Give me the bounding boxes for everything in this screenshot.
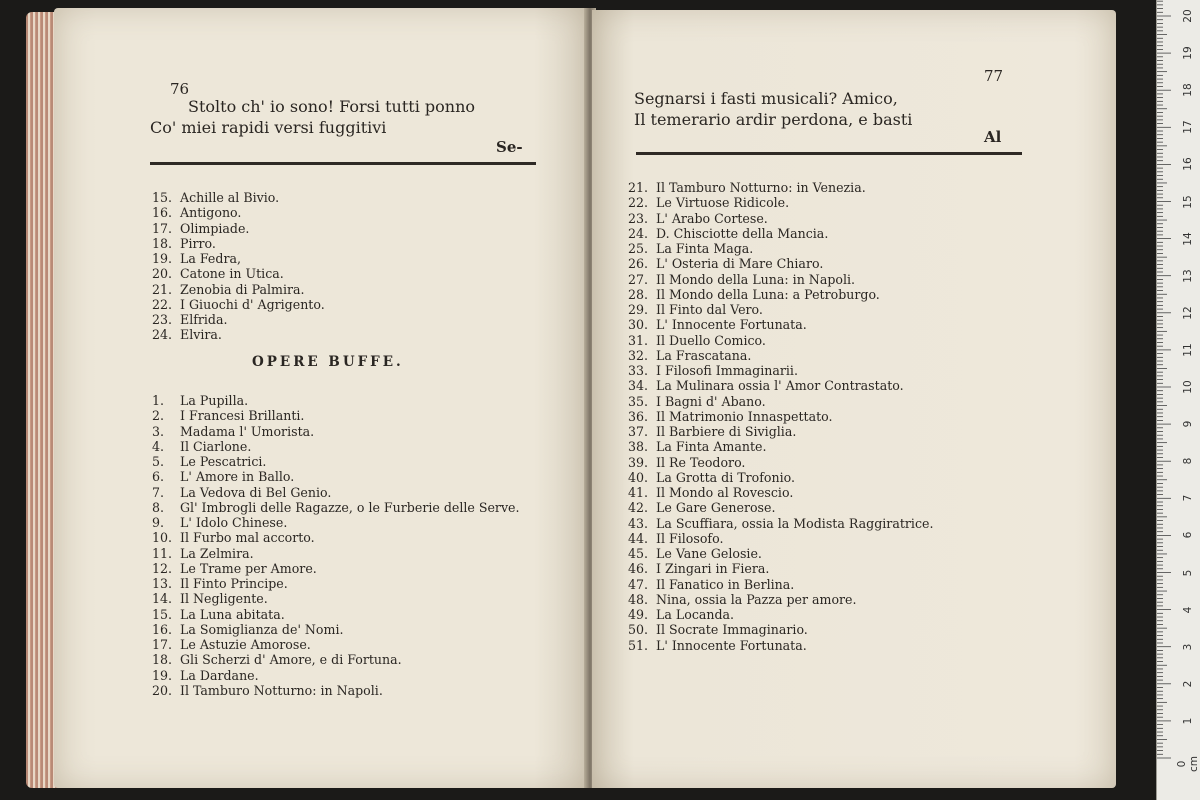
ruler-number: 7 — [1182, 494, 1194, 502]
item-title: Gl' Imbrogli delle Ragazze, o le Furberie delle Serve. — [180, 499, 520, 515]
list-item — [152, 546, 520, 561]
ruler-number: 9 — [1182, 420, 1194, 428]
item-title: Il Negligente. — [180, 591, 268, 607]
item-title: Elvira. — [180, 327, 222, 343]
item-number: 45. — [628, 546, 649, 561]
item-title: La Fedra, — [180, 251, 241, 266]
item-title: L' Idolo Chinese. — [180, 515, 288, 530]
item-number: 7. — [152, 484, 165, 500]
item-number: 22. — [628, 195, 649, 211]
list-item — [152, 652, 520, 667]
list-item — [628, 500, 933, 515]
divider-rule — [150, 162, 536, 165]
item-number: 31. — [628, 332, 649, 348]
item-number: 16. — [152, 621, 173, 637]
list-item — [628, 409, 933, 424]
item-title: Il Mondo della Luna: a Petroburgo. — [656, 286, 880, 302]
item-number: 33. — [628, 363, 649, 378]
item-number: 47. — [628, 576, 649, 592]
item-number: 23. — [152, 312, 173, 327]
item-title: Il Finto dal Vero. — [656, 302, 763, 317]
list-item — [628, 485, 933, 500]
ruler-number: 19 — [1182, 46, 1194, 60]
item-title: L' Innocente Fortunata. — [656, 637, 807, 653]
item-title: La Vedova di Bel Genio. — [180, 484, 332, 500]
item-number: 2. — [152, 408, 165, 424]
item-number: 49. — [628, 607, 649, 622]
list-item — [628, 256, 933, 271]
item-number: 42. — [628, 500, 649, 516]
list-item — [628, 211, 933, 226]
item-title: Il Filosofo. — [656, 530, 724, 546]
item-title: La Locanda. — [656, 607, 735, 622]
ruler-number: 6 — [1182, 532, 1194, 539]
item-title: Il Mondo della Luna: in Napoli. — [656, 271, 856, 287]
item-title: Il Matrimonio Innaspettato. — [656, 408, 833, 424]
item-number: 15. — [152, 190, 173, 205]
item-title: D. Chisciotte della Mancia. — [656, 225, 829, 241]
item-title: La Grotta di Trofonio. — [656, 469, 796, 485]
item-number: 24. — [628, 225, 649, 241]
page-number: 76 — [170, 80, 190, 98]
list-item — [152, 515, 520, 530]
list-item — [628, 531, 933, 546]
list-item — [628, 348, 933, 363]
item-number: 13. — [152, 576, 173, 591]
item-number: 26. — [628, 256, 649, 272]
item-number: 27. — [628, 271, 649, 287]
list-item — [152, 408, 520, 423]
item-number: 10. — [152, 530, 173, 546]
list-item — [628, 317, 933, 332]
item-title: Gli Scherzi d' Amore, e di Fortuna. — [180, 652, 402, 668]
item-number: 44. — [628, 530, 649, 546]
item-title: Il Socrate Immaginario. — [656, 622, 808, 638]
item-title: Il Furbo mal accorto. — [180, 530, 315, 546]
right-page — [592, 10, 1116, 788]
ruler-number: 15 — [1182, 194, 1194, 209]
item-number: 39. — [628, 454, 649, 470]
item-title: Zenobia di Palmira. — [180, 281, 305, 297]
ruler-number: 3 — [1182, 643, 1194, 651]
item-title: Elfrida. — [180, 312, 228, 327]
item-number: 15. — [152, 606, 173, 622]
item-title: La Dardane. — [180, 667, 259, 683]
list-item — [628, 592, 933, 607]
item-number: 8. — [152, 499, 165, 515]
list-item — [152, 205, 325, 220]
list-item — [628, 333, 933, 348]
item-title: Il Fanatico in Berlina. — [656, 576, 795, 592]
ruler-number: 2 — [1182, 680, 1194, 688]
list-item — [152, 439, 520, 454]
list-item — [628, 272, 933, 287]
list-item — [152, 500, 520, 515]
list-item — [152, 668, 520, 683]
list-item — [628, 622, 933, 637]
ruler-unit-label: 0 cm — [1176, 756, 1200, 773]
item-title: Il Tamburo Notturno: in Napoli. — [180, 682, 383, 698]
item-number: 21. — [628, 180, 649, 195]
list-item — [628, 363, 933, 378]
list-item — [152, 266, 325, 281]
list-item — [628, 180, 933, 195]
item-title: La Pupilla. — [180, 393, 249, 408]
list-item — [152, 622, 520, 637]
item-title: I Zingari in Fiera. — [656, 561, 770, 577]
list-item — [152, 282, 325, 297]
list-item — [628, 226, 933, 241]
item-number: 20. — [152, 682, 173, 698]
list-item — [152, 607, 520, 622]
ruler-number: 4 — [1182, 606, 1194, 613]
list-item — [152, 454, 520, 469]
item-title: Il Re Teodoro. — [656, 454, 746, 470]
item-number: 25. — [628, 241, 649, 256]
item-title: I Francesi Brillanti. — [180, 408, 305, 424]
list-item — [152, 236, 325, 251]
item-number: 19. — [152, 667, 173, 683]
ruler-number: 11 — [1182, 343, 1194, 357]
item-number: 11. — [152, 545, 173, 561]
divider-rule — [636, 152, 1022, 155]
ruler-number: 20 — [1182, 9, 1194, 23]
list-item — [152, 327, 325, 342]
item-number: 4. — [152, 438, 165, 454]
item-number: 21. — [152, 281, 173, 297]
item-number: 29. — [628, 302, 649, 317]
ruler-number: 12 — [1182, 306, 1194, 320]
list-item — [152, 485, 520, 500]
item-title: La Luna abitata. — [180, 606, 285, 622]
item-title: La Somiglianza de' Nomi. — [180, 621, 344, 637]
item-title: L' Innocente Fortunata. — [656, 317, 807, 333]
list-item — [628, 470, 933, 485]
item-title: Le Virtuose Ridicole. — [656, 195, 790, 211]
item-number: 50. — [628, 622, 649, 638]
opera-list-buffe — [152, 393, 520, 698]
item-title: Le Vane Gelosie. — [656, 546, 762, 561]
item-title: Catone in Utica. — [180, 266, 284, 282]
list-item — [152, 251, 325, 266]
verse-line: Il temerario ardir perdona, e basti — [634, 110, 913, 129]
item-number: 17. — [152, 220, 173, 236]
ruler-number: 14 — [1182, 231, 1194, 246]
item-number: 23. — [628, 210, 649, 226]
list-item — [628, 439, 933, 454]
catchword: Se- — [496, 138, 523, 156]
item-title: L' Osteria di Mare Chiaro. — [656, 256, 824, 272]
item-number: 51. — [628, 637, 649, 653]
list-item — [628, 394, 933, 409]
verse-line: Segnarsi i fasti musicali? Amico, — [634, 89, 898, 108]
item-title: Le Gare Generose. — [656, 500, 776, 516]
item-number: 17. — [152, 637, 173, 652]
item-number: 24. — [152, 327, 173, 343]
catchword: Al — [984, 128, 1002, 146]
ruler-number: 5 — [1182, 569, 1194, 576]
verse-line: Co' miei rapidi versi fuggitivi — [150, 118, 387, 137]
item-title: Pirro. — [180, 235, 216, 251]
item-title: Le Pescatrici. — [180, 454, 267, 469]
measuring-ruler — [1156, 0, 1200, 800]
item-number: 32. — [628, 347, 649, 363]
left-page — [54, 8, 588, 788]
list-item — [152, 530, 520, 545]
list-item — [152, 637, 520, 652]
ruler-number: 1 — [1182, 717, 1194, 725]
item-number: 43. — [628, 515, 649, 531]
section-heading: OPERE BUFFE. — [252, 354, 404, 370]
list-item — [152, 424, 520, 439]
list-item — [628, 287, 933, 302]
item-number: 38. — [628, 439, 649, 455]
verse-line: Stolto ch' io sono! Forsi tutti ponno — [188, 97, 476, 116]
item-number: 19. — [152, 251, 173, 266]
list-item — [152, 190, 325, 205]
list-item — [628, 241, 933, 256]
list-item — [628, 424, 933, 439]
item-number: 28. — [628, 286, 649, 302]
list-item — [628, 546, 933, 561]
opera-list-seria — [152, 190, 325, 343]
item-title: La Zelmira. — [180, 545, 254, 561]
ruler-number: 17 — [1182, 120, 1194, 134]
item-title: La Frascatana. — [656, 347, 752, 363]
ruler-number: 18 — [1182, 83, 1194, 97]
item-number: 48. — [628, 591, 649, 607]
item-number: 9. — [152, 515, 165, 530]
list-item — [152, 469, 520, 484]
item-title: I Giuochi d' Agrigento. — [180, 296, 325, 312]
item-number: 18. — [152, 235, 173, 251]
list-item — [628, 378, 933, 393]
item-number: 30. — [628, 317, 649, 333]
item-number: 46. — [628, 561, 649, 577]
item-number: 22. — [152, 296, 173, 312]
item-title: Il Mondo al Rovescio. — [656, 485, 794, 500]
item-title: La Mulinara ossia l' Amor Contrastato. — [656, 378, 904, 394]
ruler-number: 10 — [1182, 380, 1194, 394]
item-title: Antigono. — [180, 205, 242, 221]
item-title: Madama l' Umorista. — [180, 423, 315, 439]
page-number: 77 — [984, 67, 1004, 85]
list-item — [628, 195, 933, 210]
item-number: 18. — [152, 652, 173, 668]
ruler-number: 8 — [1182, 457, 1194, 465]
list-item — [152, 576, 520, 591]
opera-list-buffe-continued — [628, 180, 933, 653]
ruler-number: 13 — [1182, 269, 1194, 283]
item-title: I Bagni d' Abano. — [656, 393, 766, 409]
item-number: 20. — [152, 266, 173, 282]
item-number: 1. — [152, 393, 165, 408]
list-item — [152, 221, 325, 236]
list-item — [628, 516, 933, 531]
item-title: L' Arabo Cortese. — [656, 210, 768, 226]
item-number: 37. — [628, 424, 649, 439]
item-number: 14. — [152, 591, 173, 607]
list-item — [628, 561, 933, 576]
item-title: Le Trame per Amore. — [180, 560, 317, 576]
item-number: 41. — [628, 485, 649, 500]
list-item — [152, 312, 325, 327]
item-number: 12. — [152, 560, 173, 576]
item-title: Il Tamburo Notturno: in Venezia. — [656, 180, 866, 195]
item-number: 34. — [628, 378, 649, 394]
item-title: Il Finto Principe. — [180, 576, 288, 591]
item-number: 6. — [152, 469, 165, 485]
item-number: 5. — [152, 454, 165, 469]
item-title: Achille al Bivio. — [180, 190, 280, 205]
list-item — [628, 607, 933, 622]
item-number: 36. — [628, 408, 649, 424]
item-title: L' Amore in Ballo. — [180, 469, 295, 485]
item-title: I Filosofi Immaginarii. — [656, 363, 798, 378]
item-title: La Scuffiara, ossia la Modista Raggiratrice. — [656, 515, 934, 531]
list-item — [152, 561, 520, 576]
list-item — [152, 393, 520, 408]
list-item — [152, 591, 520, 606]
item-number: 35. — [628, 393, 649, 409]
item-title: La Finta Amante. — [656, 439, 767, 455]
ruler-number: 16 — [1182, 157, 1194, 172]
item-number: 40. — [628, 469, 649, 485]
item-title: Le Astuzie Amorose. — [180, 637, 311, 652]
item-number: 16. — [152, 205, 173, 221]
item-title: Il Barbiere di Siviglia. — [656, 424, 797, 439]
item-title: Nina, ossia la Pazza per amore. — [656, 591, 857, 607]
list-item — [628, 455, 933, 470]
item-title: La Finta Maga. — [656, 241, 754, 256]
list-item — [628, 577, 933, 592]
item-title: Il Ciarlone. — [180, 438, 252, 454]
list-item — [628, 638, 933, 653]
item-title: Olimpiade. — [180, 220, 250, 236]
list-item — [152, 297, 325, 312]
list-item — [152, 683, 520, 698]
item-number: 3. — [152, 423, 165, 439]
item-title: Il Duello Comico. — [656, 332, 766, 348]
list-item — [628, 302, 933, 317]
